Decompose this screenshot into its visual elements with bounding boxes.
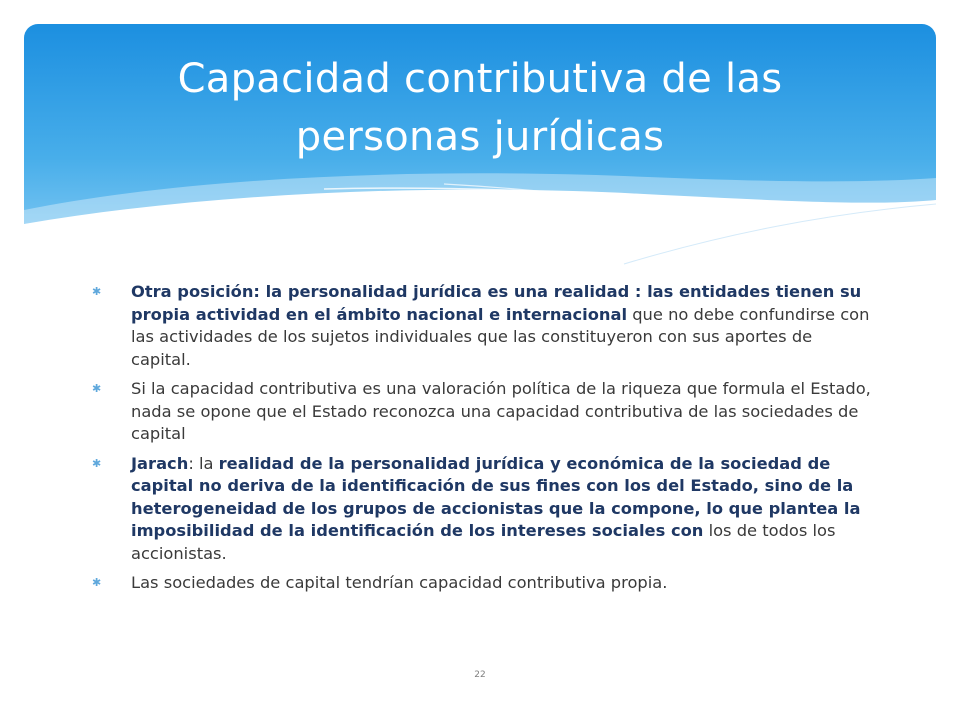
bullet-text xyxy=(131,379,871,443)
bold-text-run: Otra posición: la personalidad jurídica es una realidad : las entidades tienen su propia actividad en el ámbito nacional e internacional xyxy=(131,282,862,324)
bullet-text xyxy=(131,282,869,369)
bullet-item xyxy=(92,378,872,446)
bullet-text xyxy=(131,573,667,592)
bold-text-run: realidad de la personalidad jurídica y económica de la sociedad de capital no deriva de la identificación de sus fines con los del Estado, sino de la heterogeneidad de los grupos de accionistas que la compone, lo que plantea la imposibilidad de la identificación de los intereses sociales con xyxy=(131,453,861,540)
text-run: : la xyxy=(188,453,219,473)
page-number: 22 xyxy=(474,670,486,680)
bold-text-run: Jarach xyxy=(131,453,189,473)
asterisk-bullet-icon: ✱ xyxy=(92,576,102,589)
asterisk-bullet-icon: ✱ xyxy=(92,285,102,298)
bullet-item xyxy=(92,281,872,371)
bullet-list xyxy=(92,281,872,602)
text-run: Las sociedades de capital tendrían capacidad contributiva propia. xyxy=(131,573,668,592)
text-run: que no debe confundirse con las actividades de los sujetos individuales que las constituyeron con sus aportes de capital. xyxy=(131,304,870,369)
bullet-item xyxy=(92,572,872,595)
asterisk-bullet-icon: ✱ xyxy=(92,382,102,395)
asterisk-bullet-icon: ✱ xyxy=(92,456,102,470)
bullet-item xyxy=(92,453,872,566)
slide-title: Capacidad contributiva de las personas jurídicas xyxy=(177,56,783,160)
bullet-text xyxy=(131,454,861,563)
text-run: los de todos los accionistas. xyxy=(131,521,836,563)
text-run: Si la capacidad contributiva es una valoración política de la riqueza que formula el Estado, nada se opone que el Estado reconozca una capacidad contributiva de las sociedades de capital xyxy=(131,379,871,443)
title-banner xyxy=(24,24,936,268)
